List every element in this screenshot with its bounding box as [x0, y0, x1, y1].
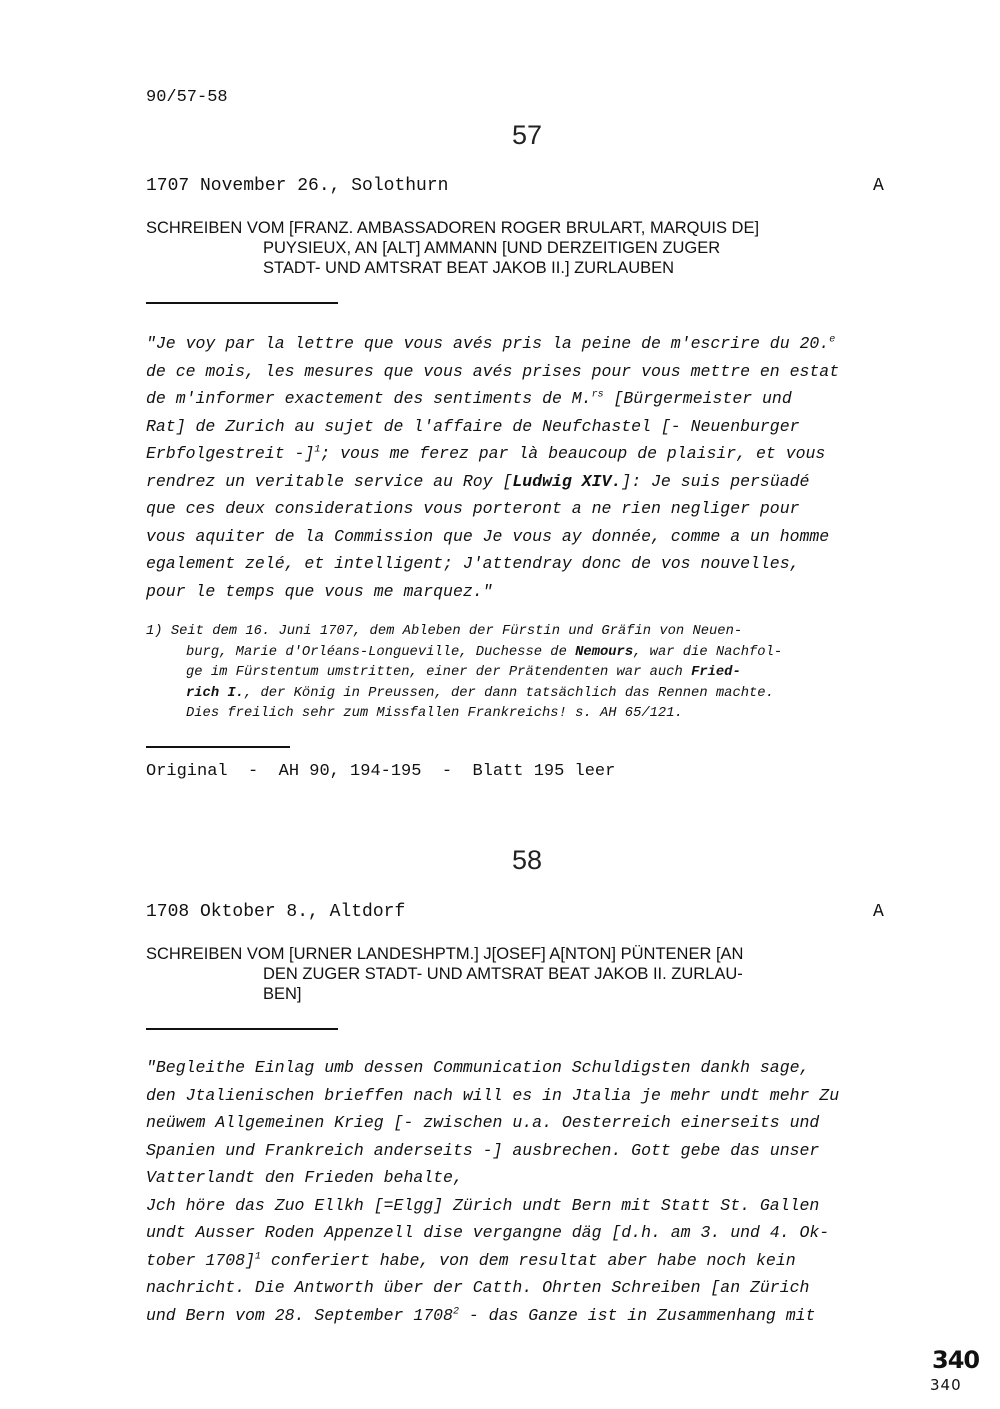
quote-line: undt Ausser Roden Appenzell dise vergangne däg [d.h. am 3. und 4. Ok-	[146, 1223, 830, 1242]
footnote-line: , war die Nachfol-	[633, 644, 783, 660]
quote-line: que ces deux considerations vous porteront a ne rien negliger pour	[146, 499, 800, 518]
source-remark: Blatt 195 leer	[472, 762, 616, 781]
quote-line: Erbfolgestreit -]	[146, 444, 315, 463]
quote-line: Spanien und Frankreich anderseits -] ausbrechen. Gott gebe das unser	[146, 1140, 820, 1160]
heading-line: SCHREIBEN VOM [URNER LANDESHPTM.] J[OSEF] A[NTON] PÜNTENER [AN	[146, 945, 744, 963]
quotation-58	[146, 1054, 926, 1329]
source-dash: -	[441, 762, 453, 781]
heading-line: BEN]	[263, 985, 302, 1003]
quote-line: nachricht. Die Antworth über der Catth. Ohrten Schreiben [an Zürich	[146, 1278, 810, 1297]
quote-line: pour le temps que vous me marquez."	[146, 581, 493, 601]
footnote-bold: Fried-	[691, 665, 741, 680]
quote-line: de m'informer exactement des sentiments de M.	[146, 389, 592, 408]
quote-line: Jch höre das Zuo Ellkh [=Elgg] Zürich undt Bern mit Statt St. Gallen	[146, 1195, 820, 1215]
footnote-line: , der König in Preussen, der dann tatsächlich das Rennen machte.	[243, 685, 774, 701]
source-note-57	[146, 762, 615, 781]
quotation-57	[146, 330, 926, 605]
footnote-bold: rich I.	[186, 685, 244, 701]
document-number-58: 58	[512, 845, 543, 875]
quote-line: neüwem Allgemeinen Krieg [- zwischen u.a. Oesterreich einerseits und	[146, 1113, 820, 1132]
footnote-line: 1) Seit dem 16. Juni 1707, dem Ableben der Fürstin und Gräfin von Neuen-	[146, 624, 743, 639]
heading-line: DEN ZUGER STADT- UND AMTSRAT BEAT JAKOB II. ZURLAU-	[263, 965, 743, 983]
footnote-line: burg, Marie d'Orléans-Longueville, Duchesse de	[186, 644, 576, 660]
quote-line-tail: [Bürgermeister und	[603, 389, 792, 408]
heading-line: SCHREIBEN VOM [FRANZ. AMBASSADOREN ROGER BRULART, MARQUIS DE]	[146, 219, 760, 237]
quote-line: vous aquiter de la Commission que Je vous ay donnée, comme a un homme	[146, 526, 830, 546]
quote-line: "Begleithe Einlag umb dessen Communication Schuldigsten dankh sage,	[146, 1058, 810, 1077]
footnote-bold: Nemours	[575, 644, 634, 660]
archive-reference: 90/57-58	[146, 88, 228, 107]
classification-letter-58: A	[873, 902, 884, 922]
superscript: e	[829, 334, 836, 346]
handwritten-page-number: 340	[932, 1346, 980, 1374]
quote-line-tail: ; vous me ferez par là beaucoup de plaisir, et vous	[320, 444, 826, 463]
quote-line: Vatterlandt den Frieden behalte,	[146, 1168, 463, 1187]
dateline-58: 1708 Oktober 8., Altdorf	[146, 902, 406, 922]
footnote-marker: 1	[254, 1251, 261, 1262]
regest-heading-58	[146, 944, 896, 1004]
footnote-marker: 1	[314, 444, 321, 456]
document-number-57: 57	[512, 120, 543, 150]
footnote-marker: 2	[452, 1306, 459, 1317]
regest-heading-57	[146, 218, 886, 278]
dateline-57: 1707 November 26., Solothurn	[146, 176, 449, 196]
separator-rule	[146, 1028, 338, 1030]
quote-line: Rat] de Zurich au sujet de l'affaire de Neufchastel [- Neuenburger	[146, 416, 800, 436]
quote-line: und Bern vom 28. September 1708	[146, 1305, 453, 1325]
quote-line: egalement zelé, et intelligent; J'attendray donc de vos nouvelles,	[146, 554, 800, 573]
separator-rule	[146, 302, 338, 304]
quote-line-tail: conferiert habe, von dem resultat aber habe noch kein	[260, 1250, 796, 1270]
heading-line: PUYSIEUX, AN [ALT] AMMANN [UND DERZEITIGEN ZUGER	[263, 239, 721, 257]
footnote-57	[146, 622, 906, 725]
source-signature: AH 90, 194-195	[278, 762, 422, 781]
source-label: Original	[146, 762, 228, 781]
separator-rule	[146, 746, 290, 748]
classification-letter-57: A	[873, 176, 884, 196]
heading-line: STADT- UND AMTSRAT BEAT JAKOB II.] ZURLAUBEN	[263, 259, 675, 277]
footnote-line: ge im Fürstentum umstritten, einer der Prätendenten war auch	[186, 665, 692, 680]
quote-line: den Jtalienischen brieffen nach will es in Jtalia je mehr undt mehr Zu	[146, 1085, 840, 1105]
quote-line-tail: ]: Je suis persüadé	[621, 471, 810, 491]
footnote-line: Dies freilich sehr zum Missfallen Frankreichs! s. AH 65/121.	[186, 706, 683, 721]
quote-line: de ce mois, les mesures que vous avés prises pour vous mettre en estat	[146, 361, 840, 381]
quote-line: "Je voy par la lettre que vous avés pris la peine de m'escrire du 20.	[146, 334, 830, 353]
quote-line: tober 1708]	[146, 1250, 255, 1270]
quote-line-tail: - das Ganze ist in Zusammenhang mit	[458, 1305, 816, 1325]
superscript: rs	[591, 389, 604, 401]
source-dash: -	[248, 762, 259, 781]
handwritten-page-number-secondary: 340	[930, 1376, 962, 1394]
quote-bold-name: Ludwig XIV.	[512, 471, 622, 491]
quote-line: rendrez un veritable service au Roy [	[146, 471, 513, 491]
